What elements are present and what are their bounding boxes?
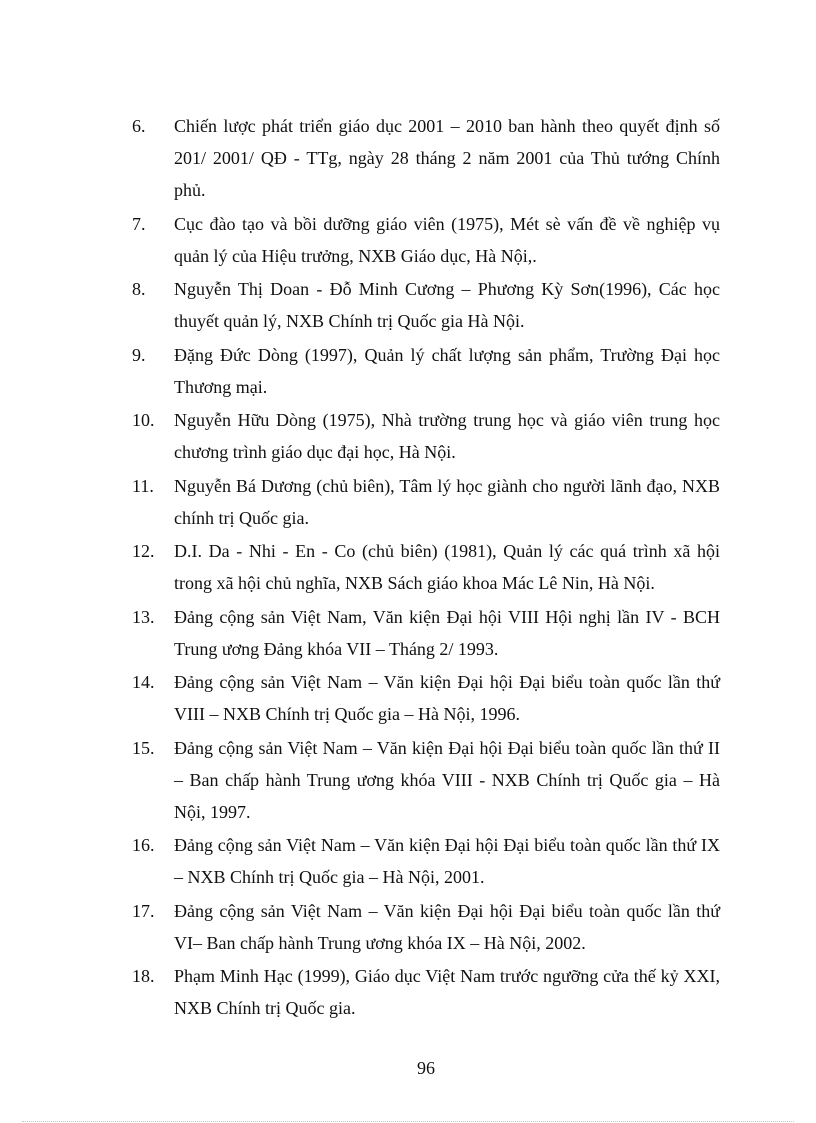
- reference-item: [130, 273, 720, 337]
- reference-list: [130, 110, 720, 1026]
- reference-item: [130, 829, 720, 893]
- reference-item: [130, 110, 720, 206]
- reference-text: Đặng Đức Dòng (1997), Quản lý chất lượng sản phẩm, Trường Đại học Thương mại.: [174, 344, 720, 397]
- reference-item: [130, 339, 720, 403]
- reference-text: Phạm Minh Hạc (1999), Giáo dục Việt Nam trước ngưỡng cửa thế kỷ XXI, NXB Chính trị Quốc gia.: [174, 966, 720, 1018]
- reference-item: [130, 404, 720, 468]
- reference-text: Đảng cộng sản Việt Nam, Văn kiện Đại hội VIII Hội nghị lần IV - BCH Trung ương Đảng khóa VII – Tháng 2/ 1993.: [174, 606, 720, 659]
- reference-number: 10.: [132, 410, 155, 430]
- reference-text: Chiến lược phát triển giáo dục 2001 – 2010 ban hành theo quyết định số 201/ 2001/ QĐ - TTg, ngày 28 tháng 2 năm 2001 của Thủ tướng Chính phủ.: [174, 116, 720, 200]
- page-bottom-divider: [22, 1121, 794, 1122]
- reference-text: D.I. Da - Nhi - En - Co (chủ biên) (1981), Quản lý các quá trình xã hội trong xã hội chủ nghĩa, NXB Sách giáo khoa Mác Lê Nin, Hà Nội.: [174, 541, 720, 593]
- reference-item: [130, 960, 720, 1024]
- reference-item: [130, 208, 720, 272]
- reference-number: 15.: [132, 737, 155, 758]
- reference-item: [130, 470, 720, 534]
- reference-item: [130, 895, 720, 959]
- reference-text: Đảng cộng sản Việt Nam – Văn kiện Đại hội Đại biểu toàn quốc lần thứ VIII – NXB Chính trị Quốc gia – Hà Nội, 1996.: [174, 672, 720, 724]
- reference-item: [130, 666, 720, 730]
- reference-number: 17.: [132, 900, 155, 921]
- reference-item: [130, 535, 720, 599]
- reference-number: 18.: [132, 966, 155, 986]
- reference-number: 11.: [132, 475, 154, 496]
- reference-number: 6.: [132, 116, 146, 136]
- reference-item: [130, 732, 720, 828]
- reference-text: Đảng cộng sản Việt Nam – Văn kiện Đại hội Đại biểu toàn quốc lần thứ VI– Ban chấp hành Trung ương khóa IX – Hà Nội, 2002.: [174, 900, 720, 953]
- reference-text: Nguyễn Bá Dương (chủ biên), Tâm lý học giành cho người lãnh đạo, NXB chính trị Quốc gia.: [174, 475, 720, 528]
- reference-text: Nguyễn Hữu Dòng (1975), Nhà trường trung học và giáo viên trung học chương trình giáo dục đại học, Hà Nội.: [174, 410, 720, 462]
- reference-number: 12.: [132, 541, 155, 561]
- reference-number: 16.: [132, 835, 155, 855]
- reference-item: [130, 601, 720, 665]
- reference-number: 7.: [132, 213, 146, 234]
- reference-number: 13.: [132, 606, 155, 627]
- reference-number: 14.: [132, 672, 155, 692]
- reference-text: Đảng cộng sản Việt Nam – Văn kiện Đại hội Đại biểu toàn quốc lần thứ IX – NXB Chính trị Quốc gia – Hà Nội, 2001.: [174, 835, 720, 887]
- reference-text: Nguyễn Thị Doan - Đỗ Minh Cương – Phương Kỳ Sơn(1996), Các học thuyết quản lý, NXB Chính trị Quốc gia Hà Nội.: [174, 279, 720, 331]
- reference-number: 8.: [132, 279, 146, 299]
- page-number: 96: [417, 1058, 435, 1078]
- reference-text: Đảng cộng sản Việt Nam – Văn kiện Đại hội Đại biểu toàn quốc lần thứ II – Ban chấp hành Trung ương khóa VIII - NXB Chính trị Quốc gia – Hà Nội, 1997.: [174, 737, 720, 822]
- reference-number: 9.: [132, 344, 146, 365]
- reference-text: Cục đào tạo và bồi dưỡng giáo viên (1975), Mét sè vấn đề về nghiệp vụ quản lý của Hiệu trưởng, NXB Giáo dục, Hà Nội,.: [174, 213, 720, 266]
